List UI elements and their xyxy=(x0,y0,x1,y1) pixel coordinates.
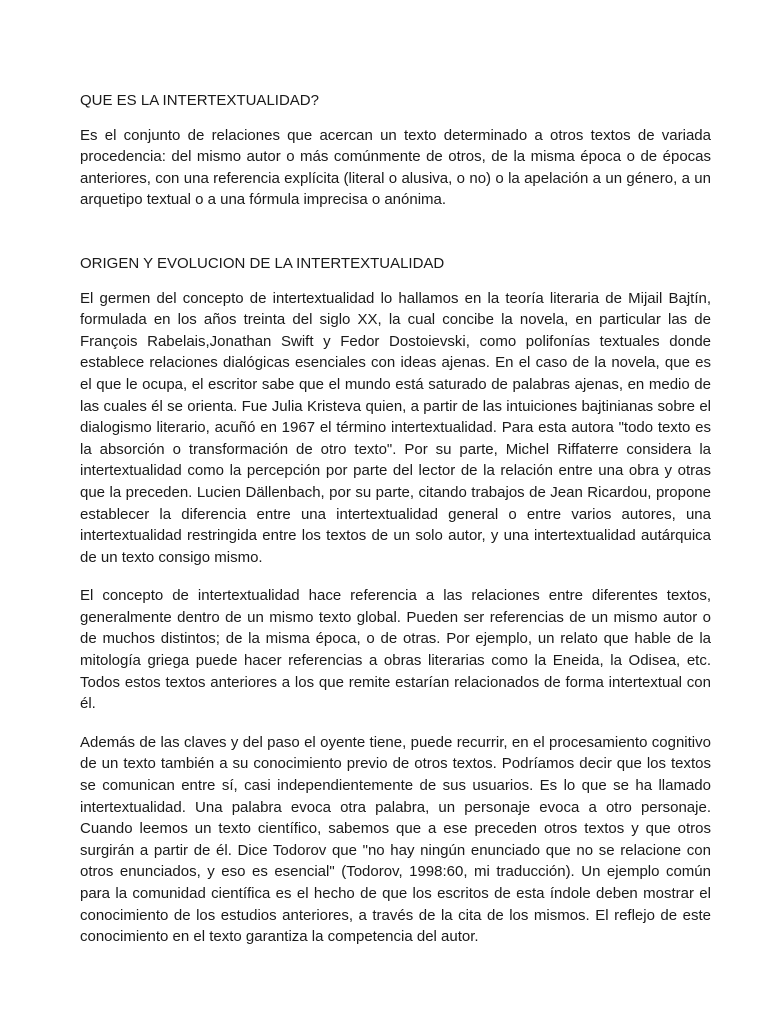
document-body xyxy=(80,90,711,948)
section-heading-origen: ORIGEN Y EVOLUCION DE LA INTERTEXTUALIDAD xyxy=(80,254,445,272)
paragraph-origen-bajtin: El germen del concepto de intertextualidad lo hallamos en la teoría literaria de Mijail Bajtín, formulada en los años treinta del siglo XX, la cual concibe la novela, en particular las de François Rabelais,Jonathan Swift y Fedor Dostoievski, como polifonías textuales donde establece relaciones dialógicas esenciales con ideas ajenas. En el caso de la novela, que es el que le ocupa, el escritor sabe que el mundo está saturado de palabras ajenas, en medio de las cuales él se orienta. Fue Julia Kristeva quien, a partir de las intuiciones bajtinianas sobre el dialogismo literario, acuñó en 1967 el término intertextualidad. Para esta autora "todo texto es la absorción o transformación de otro texto". Por su parte, Michel Riffaterre considera la intertextualidad como la percepción por parte del lector de la relación entre una obra y otras que la preceden. Lucien Dällenbach, por su parte, citando trabajos de Jean Ricardou, propone establecer la diferencia entre una intertextualidad general o entre varios autores, una intertextualidad restringida entre los textos de un solo autor, y una intertextualidad autárquica de un texto consigo mismo. xyxy=(80,289,711,566)
paragraph-definition: Es el conjunto de relaciones que acercan un texto determinado a otros textos de variada procedencia: del mismo autor o más comúnmente de otros, de la misma época o de épocas anteriores, con una referencia explícita (literal o alusiva, o no) o la apelación a un género, a un arquetipo textual o a una fórmula imprecisa o anónima. xyxy=(80,126,711,209)
paragraph-concepto: El concepto de intertextualidad hace referencia a las relaciones entre diferentes textos, generalmente dentro de un mismo texto global. Pueden ser referencias de un mismo autor o de muchos distintos; de la misma época, o de otras. Por ejemplo, un relato que hable de la mitología griega puede hacer referencias a obras literarias como la Eneida, la Odisea, etc. Todos estos textos anteriores a los que remite estarían relacionados de forma intertextual con él. xyxy=(80,587,711,713)
section-heading-que-es: QUE ES LA INTERTEXTUALIDAD? xyxy=(80,92,319,109)
paragraph-procesamiento: Además de las claves y del paso el oyente tiene, puede recurrir, en el procesamiento cognitivo de un texto también a su conocimiento previo de otros textos. Podríamos decir que los textos se comunican entre sí, casi independientemente de sus usuarios. Es lo que se ha llamado intertextualidad. Una palabra evoca otra palabra, un personaje evoca a otro personaje. Cuando leemos un texto científico, sabemos que a ese preceden otros textos y que otros surgirán a partir de él. Dice Todorov que "no hay ningún enunciado que no se relacione con otros enunciados, y eso es esencial" (Todorov, 1998:60, mi traducción). Un ejemplo común para la comunidad científica es el hecho de que los escritos de esta índole deben mostrar el conocimiento de los estudios anteriores, a través de la cita de los mismos. El reflejo de este conocimiento en el texto garantiza la competencia del autor. xyxy=(80,733,711,946)
